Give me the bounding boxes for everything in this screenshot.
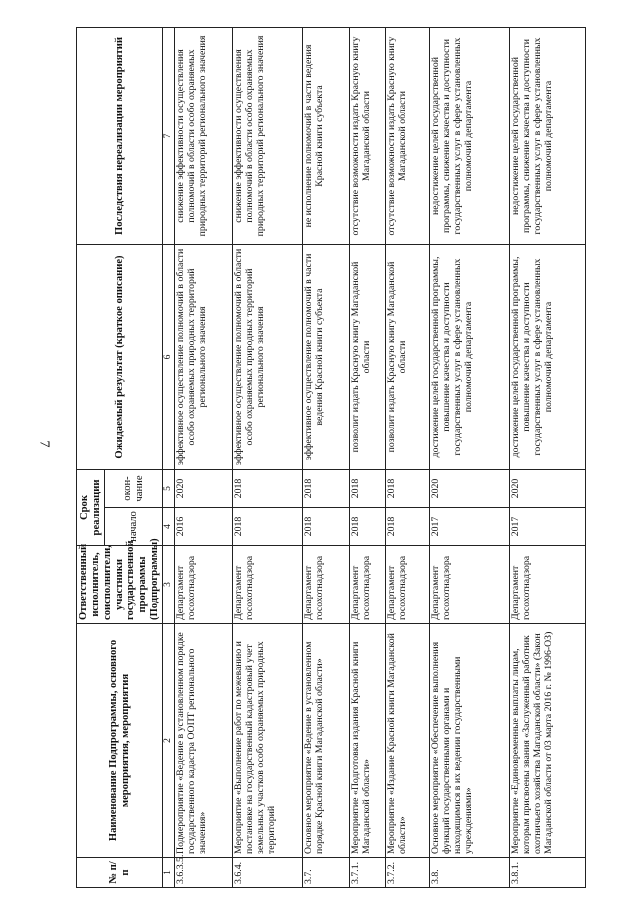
- row-executor: Департамент госохотнадзора: [350, 546, 386, 624]
- column-number: 5: [163, 470, 175, 508]
- row-name: Основное мероприятие «Ведение в установленном порядке Красной книги Магаданской области»: [303, 624, 350, 858]
- row-end: 2020: [175, 470, 233, 508]
- table-row: [430, 28, 510, 888]
- row-number: 3.8.1.: [510, 858, 586, 888]
- row-name: Подмероприятие «Ведение в установленном порядке государственного кадастра ООПТ регионального значения»: [175, 624, 233, 858]
- header-number: № п/п: [77, 858, 163, 888]
- table-row: [175, 28, 233, 888]
- header-end: окон-чание: [105, 470, 163, 508]
- row-consequence: не исполнение полномочий в части ведения Красной книги субъекта: [303, 28, 350, 245]
- row-executor: Департамент госохотнадзора: [430, 546, 510, 624]
- row-end: 2020: [510, 470, 586, 508]
- row-executor: Департамент госохотнадзора: [303, 546, 350, 624]
- row-number: 3.7.1.: [350, 858, 386, 888]
- row-number: 3.6.4.: [233, 858, 303, 888]
- row-end: 2018: [303, 470, 350, 508]
- row-consequence: отсутствие возможности издать Красную книгу Магаданской области: [386, 28, 430, 245]
- row-start: 2016: [175, 508, 233, 546]
- header-term: Срок реализации: [77, 470, 105, 546]
- row-end: 2020: [430, 470, 510, 508]
- row-start: 2018: [233, 508, 303, 546]
- row-start: 2018: [386, 508, 430, 546]
- row-name: Мероприятие «Издание Красной книги Магаданской области»: [386, 624, 430, 858]
- row-end: 2018: [386, 470, 430, 508]
- row-result: эффективное осуществление полномочий в части ведения Красной книги субъекта: [303, 245, 350, 470]
- row-name: Мероприятие «Подготовка издания Красной книги Магаданской области»: [350, 624, 386, 858]
- header-name: Наименование Подпрограммы, основного мероприятия, мероприятия: [77, 624, 163, 858]
- row-result: эффективное осуществление полномочий в области особо охраняемых природных территорий регионального значения: [233, 245, 303, 470]
- header-result: Ожидаемый результат (краткое описание): [77, 245, 163, 470]
- row-consequence: снижение эффективности осуществления полномочий в области особо охраняемых природных территорий регионального значения: [233, 28, 303, 245]
- row-executor: Департамент госохотнадзора: [175, 546, 233, 624]
- header-consequence: Последствия нереализации мероприятий: [77, 28, 163, 245]
- row-consequence: недостижение целей государственной программы, снижение качества и доступности государственных услуг в сфере установленных полномочий департамента: [430, 28, 510, 245]
- row-end: 2018: [350, 470, 386, 508]
- row-result: эффективное осуществление полномочий в области особо охраняемых природных территорий регионального значения: [175, 245, 233, 470]
- column-number: 2: [163, 624, 175, 858]
- row-result: позволит издать Красную книгу Магаданской области: [386, 245, 430, 470]
- row-number: 3.7.: [303, 858, 350, 888]
- header-executor: Ответственный исполнитель, соисполнители, участники государственной программы (Подпрограммы): [77, 546, 163, 624]
- row-executor: Департамент госохотнадзора: [386, 546, 430, 624]
- row-start: 2017: [430, 508, 510, 546]
- header-start: начало: [105, 508, 163, 546]
- table-row: [386, 28, 430, 888]
- row-executor: Департамент госохотнадзора: [233, 546, 303, 624]
- row-result: позволит издать Красную книгу Магаданской области: [350, 245, 386, 470]
- row-number: 3.8.: [430, 858, 510, 888]
- row-end: 2018: [233, 470, 303, 508]
- row-number: 3.6.3.5.: [175, 858, 233, 888]
- row-name: Основное мероприятие «Обеспечение выполнения функций государственными органами и находящимися в их ведении государственными учреждениями»: [430, 624, 510, 858]
- row-result: достижение целей государственной программы, повышение качества и доступности государственных услуг в сфере установленных полномочий департамента: [510, 245, 586, 470]
- row-executor: Департамент госохотнадзора: [510, 546, 586, 624]
- row-consequence: недостижение целей государственной программы, снижение качества и доступности государственных услуг в сфере установленных полномочий департамента: [510, 28, 586, 245]
- column-number: 3: [163, 546, 175, 624]
- row-consequence: отсутствие возможности издать Красную книгу Магаданской области: [350, 28, 386, 245]
- row-start: 2018: [303, 508, 350, 546]
- table-row: [303, 28, 350, 888]
- row-number: 3.7.2.: [386, 858, 430, 888]
- row-name: Мероприятие «Единовременные выплаты лицам, которым присвоены звания «Заслуженный работник охотничьего хозяйства Магаданской области» (Закон Магаданской области от 03 марта 2016 г. № 1996-ОЗ): [510, 624, 586, 858]
- row-start: 2018: [350, 508, 386, 546]
- column-numbers-row: [163, 28, 175, 888]
- page-number: 7: [36, 440, 52, 448]
- row-result: достижение целей государственной программы, повышение качества и доступности государственных услуг в сфере установленных полномочий департамента: [430, 245, 510, 470]
- measures-table: [76, 27, 586, 888]
- column-number: 4: [163, 508, 175, 546]
- column-number: 1: [163, 858, 175, 888]
- table-row: [350, 28, 386, 888]
- row-start: 2017: [510, 508, 586, 546]
- row-name: Мероприятие «Выполнение работ по межеванию и постановке на государственный кадастровый учет земельных участков особо охраняемых природных территорий: [233, 624, 303, 858]
- row-consequence: снижение эффективности осуществления полномочий в области особо охраняемых природных территорий регионального значения: [175, 28, 233, 245]
- column-number: 7: [163, 28, 175, 245]
- column-number: 6: [163, 245, 175, 470]
- table-row: [510, 28, 586, 888]
- table-row: [233, 28, 303, 888]
- rotated-table-container: [76, 28, 564, 888]
